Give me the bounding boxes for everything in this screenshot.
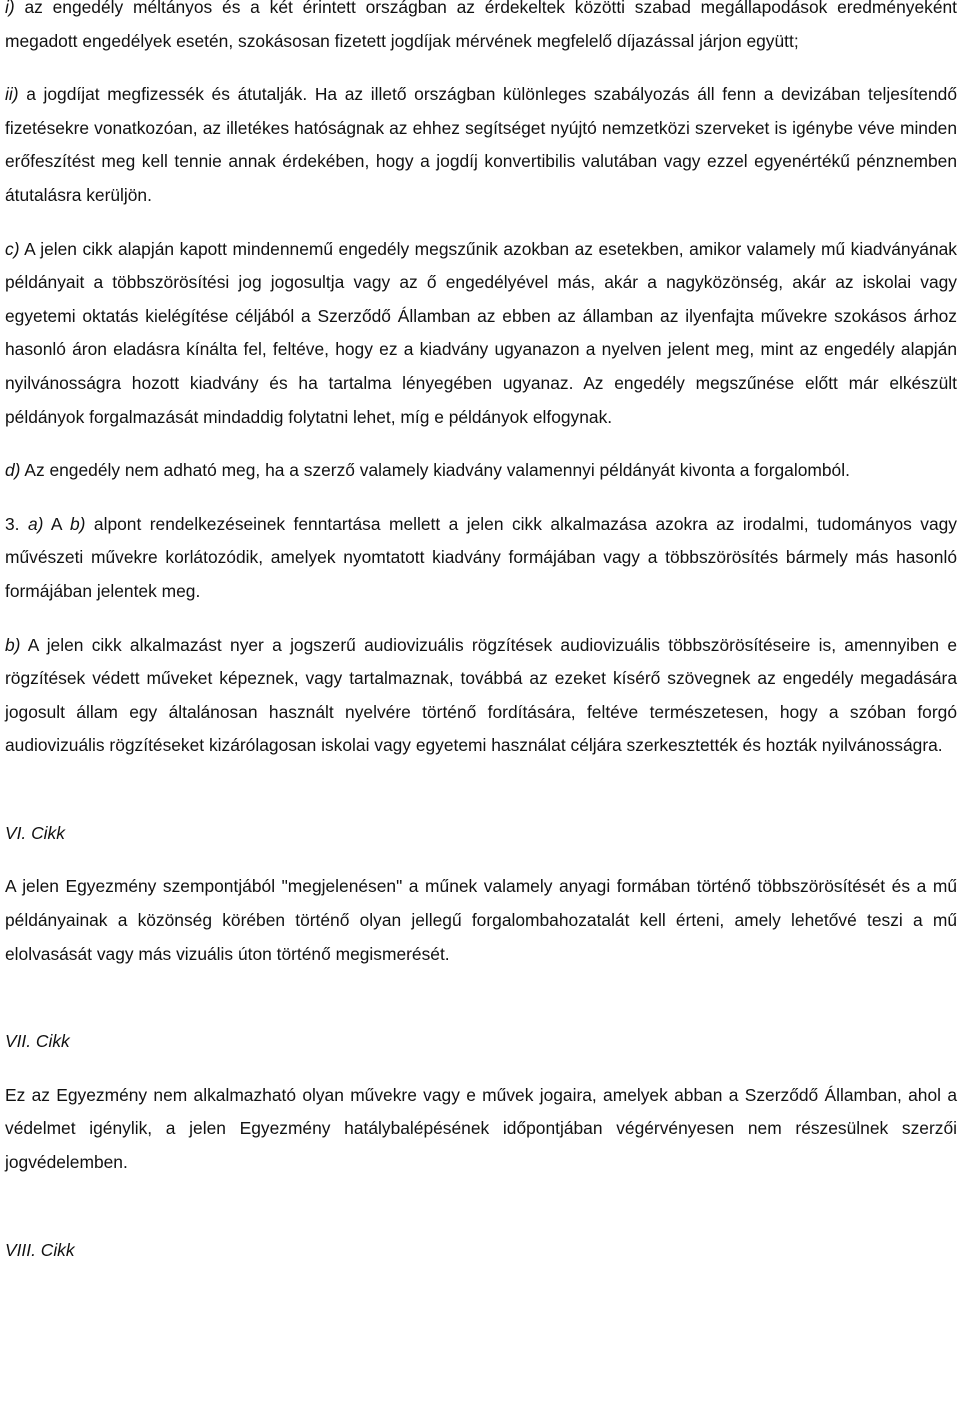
paragraph-text: Az engedély nem adható meg, ha a szerző valamely kiadvány valamennyi példányát kivonta a forgalomból. — [20, 460, 850, 481]
paragraph-3b — [5, 629, 957, 763]
item-marker: d) — [5, 460, 21, 481]
article-vi-text: A jelen Egyezmény szempontjából "megjelenésen" a műnek valamely anyagi formában történő többszörösítését és a mű példányainak a közönség körében történő olyan jellegű forgalombahozatalát kell érteni, amely lehetővé teszi a mű elolvasását vagy más vizuális úton történő megismerését. — [5, 876, 957, 964]
paragraph-connector: A — [43, 513, 70, 534]
item-marker: c) — [5, 238, 20, 259]
section-number: 3. — [5, 513, 28, 534]
paragraph-text: A jelen cikk alapján kapott mindennemű engedély megszűnik azokban az esetekben, amikor valamely mű kiadványának példányait a többszörösítési jog jogosultja vagy az ő engedélyével más, akár a nagyközönség, akár az iskolai vagy egyetemi oktatás kielégítése céljából a Szerződő Államban az ebben az államban az ilyenfajta művekre szokásos árhoz hasonló áron eladásra kínálta fel, feltéve, hogy ez a kiadvány ugyanazon a nyelven jelent meg, mint az engedély alapján nyilvánosságra hozott kiadvány és ha tartalma lényegében ugyanaz. Az engedély megszűnése előtt már elkészült példányok forgalmazását mindaddig folytatni lehet, míg e példányok elfogynak. — [5, 238, 957, 427]
paragraph-text: a jogdíjat megfizessék és átutalják. Ha az illető országban különleges szabályozás áll fenn a devizában teljesítendő fizetésekre vonatkozóan, az illetékes hatóságnak az ehhez segítséget nyújtó nemzetközi szerveket is igénybe véve minden erőfeszítést meg kell tennie annak érdekében, hogy a jogdíj konvertibilis valutában vagy ezzel egyenértékű pénznemben átutalásra kerüljön. — [5, 84, 957, 205]
document-page — [5, 0, 957, 1267]
paragraph-ii — [5, 78, 957, 212]
article-vii-text: Ez az Egyezmény nem alkalmazható olyan művekre vagy e művek jogaira, amelyek abban a Szerződő Államban, ahol a védelmet igénylik, a jelen Egyezmény hatálybalépésének időpontjában végérvényesen nem részesülnek szerzői jogvédelemben. — [5, 1084, 957, 1173]
article-heading-vii: VII. Cikk — [5, 1031, 70, 1052]
item-marker: a) — [27, 513, 44, 534]
paragraph-d — [5, 454, 957, 488]
paragraph-c — [5, 233, 957, 435]
paragraph-3a — [5, 508, 957, 609]
item-marker: i) — [5, 0, 15, 17]
paragraph-text: A jelen cikk alkalmazást nyer a jogszerű audiovizuális rögzítések audiovizuális többszörösítéseire is, amennyiben e rögzítések védett műveket képeznek, vagy tartalmaznak, továbbá az ezeket kísérő szövegnek az engedély megadására jogosult állam egy általánosan használt nyelvére történő fordítására, feltéve természetesen, hogy a szóban forgó audiovizuális rögzítéseket kizárólagosan iskolai vagy egyetemi használat céljára szerkesztették és hozták nyilvánosságra. — [5, 634, 957, 756]
item-marker: ii) — [5, 84, 19, 105]
article-heading-viii: VIII. Cikk — [5, 1239, 75, 1260]
paragraph-i — [5, 0, 957, 58]
paragraph-text: az engedély méltányos és a két érintett országban az érdekeltek közötti szabad megállapodások eredményeként megadott engedélyek esetén, szokásosan fizetett jogdíjak mérvének megfelelő díjazással járjon együtt; — [5, 0, 957, 51]
paragraph-text: alpont rendelkezéseinek fenntartása mellett a jelen cikk alkalmazása azokra az irodalmi, tudományos vagy művészeti művekre korlátozódik, amelyek nyomtatott kiadvány formájában vagy a többszörösítés bármely más hasonló formájában jelentek meg. — [5, 513, 957, 601]
item-marker: b) — [70, 513, 86, 534]
item-marker: b) — [5, 634, 21, 655]
article-heading-vi: VI. Cikk — [5, 822, 65, 843]
